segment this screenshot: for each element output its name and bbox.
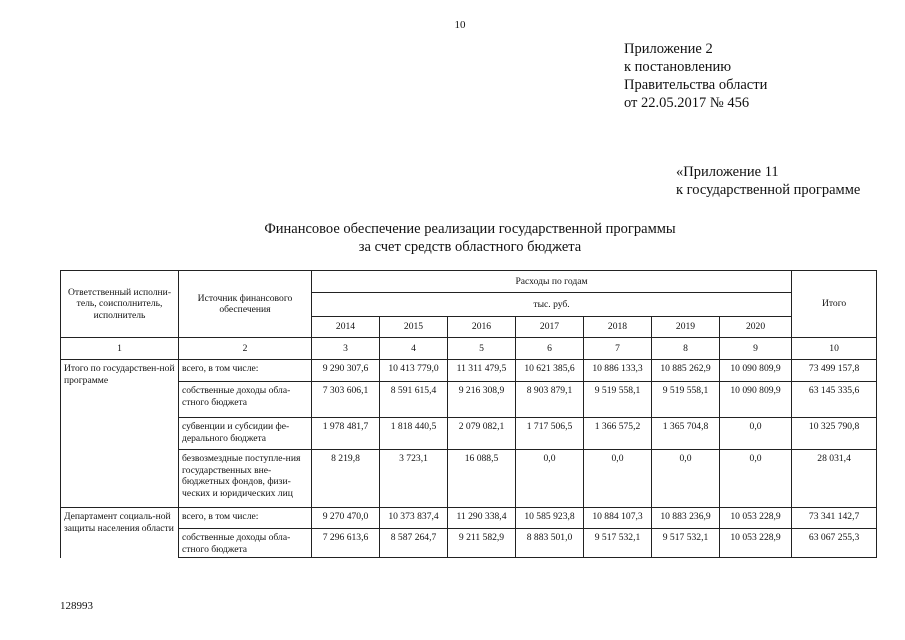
header-responsible: Ответственный исполни-тель, соисполнитель, исполнитель bbox=[61, 271, 179, 338]
value-cell: 9 517 532,1 bbox=[652, 529, 720, 558]
source-cell: собственные доходы обла-стного бюджета bbox=[179, 382, 312, 418]
value-cell: 0,0 bbox=[584, 450, 652, 508]
value-cell: 11 290 338,4 bbox=[448, 508, 516, 529]
total-cell: 10 325 790,8 bbox=[792, 418, 877, 450]
appendix-2-line-2: к постановлению bbox=[624, 59, 732, 75]
value-cell: 3 723,1 bbox=[380, 450, 448, 508]
header-year: 2018 bbox=[584, 317, 652, 338]
value-cell: 10 621 385,6 bbox=[516, 360, 584, 382]
value-cell: 10 053 228,9 bbox=[720, 529, 792, 558]
value-cell: 1 366 575,2 bbox=[584, 418, 652, 450]
value-cell: 8 883 501,0 bbox=[516, 529, 584, 558]
column-number: 1 bbox=[61, 338, 179, 360]
value-cell: 9 519 558,1 bbox=[584, 382, 652, 418]
source-cell: всего, в том числе: bbox=[179, 360, 312, 382]
value-cell: 0,0 bbox=[652, 450, 720, 508]
table-row bbox=[61, 508, 877, 529]
column-number: 5 bbox=[448, 338, 516, 360]
column-number: 9 bbox=[720, 338, 792, 360]
appendix-2-heading bbox=[624, 40, 767, 112]
value-cell: 9 517 532,1 bbox=[584, 529, 652, 558]
value-cell: 10 373 837,4 bbox=[380, 508, 448, 529]
total-cell: 63 067 255,3 bbox=[792, 529, 877, 558]
value-cell: 10 884 107,3 bbox=[584, 508, 652, 529]
value-cell: 8 903 879,1 bbox=[516, 382, 584, 418]
total-cell: 28 031,4 bbox=[792, 450, 877, 508]
value-cell: 10 886 133,3 bbox=[584, 360, 652, 382]
total-cell: 73 499 157,8 bbox=[792, 360, 877, 382]
header-year: 2020 bbox=[720, 317, 792, 338]
value-cell: 11 311 479,5 bbox=[448, 360, 516, 382]
column-number: 8 bbox=[652, 338, 720, 360]
value-cell: 1 978 481,7 bbox=[312, 418, 380, 450]
header-year: 2019 bbox=[652, 317, 720, 338]
total-cell: 63 145 335,6 bbox=[792, 382, 877, 418]
header-year: 2015 bbox=[380, 317, 448, 338]
value-cell: 7 296 613,6 bbox=[312, 529, 380, 558]
value-cell: 8 219,8 bbox=[312, 450, 380, 508]
source-cell: всего, в том числе: bbox=[179, 508, 312, 529]
total-cell: 73 341 142,7 bbox=[792, 508, 877, 529]
header-source: Источник финансового обеспечения bbox=[179, 271, 312, 338]
value-cell: 10 053 228,9 bbox=[720, 508, 792, 529]
appendix-2-line-4: от 22.05.2017 № 456 bbox=[624, 95, 750, 111]
table-row bbox=[61, 450, 877, 508]
value-cell: 10 090 809,9 bbox=[720, 382, 792, 418]
value-cell: 10 585 923,8 bbox=[516, 508, 584, 529]
value-cell: 2 079 082,1 bbox=[448, 418, 516, 450]
group-name: Итого по государствен-ной программе bbox=[61, 360, 179, 508]
value-cell: 16 088,5 bbox=[448, 450, 516, 508]
value-cell: 0,0 bbox=[516, 450, 584, 508]
table-row bbox=[61, 529, 877, 558]
source-cell: субвенции и субсидии фе-дерального бюджета bbox=[179, 418, 312, 450]
header-unit: тыс. руб. bbox=[312, 293, 792, 317]
table-row bbox=[61, 382, 877, 418]
value-cell: 10 883 236,9 bbox=[652, 508, 720, 529]
value-cell: 10 413 779,0 bbox=[380, 360, 448, 382]
header-year: 2016 bbox=[448, 317, 516, 338]
header-year: 2014 bbox=[312, 317, 380, 338]
title-line-1: Финансовое обеспечение реализации государственной программы bbox=[264, 221, 676, 237]
value-cell: 1 818 440,5 bbox=[380, 418, 448, 450]
table-row bbox=[61, 360, 877, 382]
value-cell: 10 885 262,9 bbox=[652, 360, 720, 382]
value-cell: 8 587 264,7 bbox=[380, 529, 448, 558]
column-number: 4 bbox=[380, 338, 448, 360]
source-cell: собственные доходы обла-стного бюджета bbox=[179, 529, 312, 558]
value-cell: 0,0 bbox=[720, 418, 792, 450]
header-year: 2017 bbox=[516, 317, 584, 338]
column-number: 3 bbox=[312, 338, 380, 360]
column-number: 7 bbox=[584, 338, 652, 360]
column-number: 6 bbox=[516, 338, 584, 360]
document-code: 128993 bbox=[60, 600, 93, 612]
financing-table bbox=[60, 270, 877, 558]
page-number: 10 bbox=[454, 19, 466, 31]
table-row bbox=[61, 418, 877, 450]
value-cell: 1 717 506,5 bbox=[516, 418, 584, 450]
column-number: 2 bbox=[179, 338, 312, 360]
header-expenses-by-year: Расходы по годам bbox=[312, 271, 792, 293]
value-cell: 1 365 704,8 bbox=[652, 418, 720, 450]
value-cell: 10 090 809,9 bbox=[720, 360, 792, 382]
appendix-11-line-1: «Приложение 11 bbox=[676, 164, 779, 180]
value-cell: 8 591 615,4 bbox=[380, 382, 448, 418]
group-name: Департамент социаль-ной защиты населения области bbox=[61, 508, 179, 558]
appendix-11-heading bbox=[676, 163, 860, 199]
appendix-2-line-1: Приложение 2 bbox=[624, 41, 713, 57]
value-cell: 9 270 470,0 bbox=[312, 508, 380, 529]
column-number: 10 bbox=[792, 338, 877, 360]
value-cell: 7 303 606,1 bbox=[312, 382, 380, 418]
title-line-2: за счет средств областного бюджета bbox=[358, 239, 582, 255]
header-total: Итого bbox=[792, 271, 877, 338]
appendix-11-line-2: к государственной программе bbox=[676, 182, 861, 198]
value-cell: 0,0 bbox=[720, 450, 792, 508]
value-cell: 9 216 308,9 bbox=[448, 382, 516, 418]
appendix-2-line-3: Правительства области bbox=[624, 77, 768, 93]
source-cell: безвозмездные поступле-ния государственных вне-бюджетных фондов, физи-ческих и юридических лиц bbox=[179, 450, 312, 508]
value-cell: 9 211 582,9 bbox=[448, 529, 516, 558]
document-title bbox=[200, 220, 740, 256]
value-cell: 9 290 307,6 bbox=[312, 360, 380, 382]
value-cell: 9 519 558,1 bbox=[652, 382, 720, 418]
